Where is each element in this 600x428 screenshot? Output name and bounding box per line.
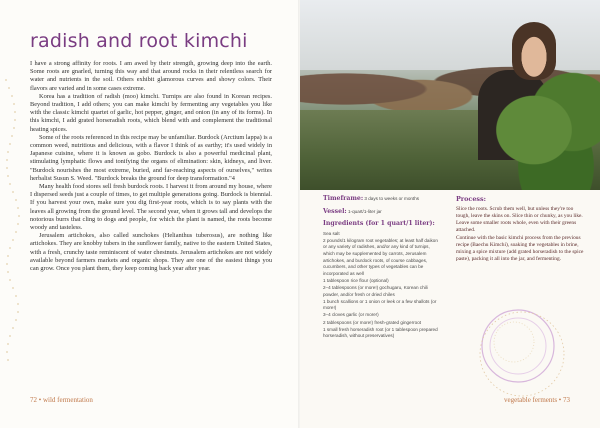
ingredients-heading: Ingredients (for 1 quart/1 liter): <box>323 220 435 228</box>
process-section <box>456 196 584 264</box>
vessel-row <box>323 209 439 216</box>
timeframe-label: Timeframe: <box>323 195 364 202</box>
ingredient-item: 2 tablespoons (or more!) fresh-grated gingerroot <box>323 319 422 325</box>
ingredient-item: 3–4 cloves garlic (or more!) <box>323 312 379 318</box>
decorative-circles-icon <box>470 296 570 406</box>
body-text <box>30 60 272 273</box>
body-paragraph: I have a strong affinity for roots. I am awed by their strength, growing deep into the earth. Some roots are gnarled, turning this way and that around rocks in their relentless search for water and nutrients in the soil. Others exhibit glamorous curves and showy colors. Their flavors are varied and in some cases extreme. <box>30 60 272 92</box>
ingredient-item: Sea salt <box>323 230 340 236</box>
ingredient-item: 2 pounds/1 kilogram root vegetables; at least half daikon or any variety of radishes, and/or any kind of turnips, which may be supplemented by carrots, Jerusalem artichokes, and burdock roots, of course cabbages, cucumbers, and other types of vegetables can be incorporated as well <box>323 237 438 276</box>
ingredient-item: 1 tablespoon rice flour (optional) <box>323 277 389 283</box>
body-paragraph: Korea has a tradition of radish (moo) kimchi. Turnips are also found in Korean recipes. Beyond tradition, I add others; you can make kimchi by fermenting any vegetables you like with the classic kimchi quartet of garlic, hot pepper, ginger, and onion (in any of its forms). In this kimchi, I add grated horseradish roots, which blend with and complement the traditional heating spices. <box>30 92 272 133</box>
photo-radish-leaves <box>490 70 600 190</box>
recipe-title: radish and root kimchi <box>30 30 248 52</box>
body-paragraph: Jerusalem artichokes, also called sunchokes (Helianthus tuberosus), are nothing like artichokes. They are knobby tubers in the sunflower family, native to the eastern United States, with a fresh, crunchy taste reminiscent of water chestnuts. Jerusalem artichokes are not widely available beyond farmers markets and organic shops. They are one of the easiest things you can grow. Once you plant them, they keep coming back year after year. <box>30 232 272 273</box>
page-folio-left: 72 • wild fermentation <box>30 396 93 404</box>
ingredient-item: 2–4 tablespoons (or more!) gochugaru, Korean chili powder, and/or fresh or dried chiles <box>323 285 428 297</box>
ingredient-item: 1 bunch scallions or 1 onion or leek or a few shallots (or more!) <box>323 298 437 311</box>
timeframe-value: 3 days to weeks or months <box>364 196 420 201</box>
process-paragraph: Slice the roots. Scrub them well, but unless they're too tough, leave the skins on. Slice thin or chunky, as you like. Leave some smaller roots whole, even with their greens attached. <box>456 206 583 233</box>
process-heading: Process: <box>456 195 486 203</box>
timeframe-row <box>323 196 439 203</box>
process-paragraph: Continue with the basic kimchi process from the previous recipe (Baechu Kimchi), soaking the vegetables in brine, mixing a spice mixture (add grated horseradish to the spice paste), packing it all into the jar, and fermenting. <box>456 235 584 262</box>
vessel-value: 1-quart/1-liter jar <box>348 208 382 214</box>
harvest-photo <box>300 0 600 190</box>
body-paragraph: Some of the roots referenced in this recipe may be unfamiliar. Burdock (Arctium lappa) is a common weed, nutritious and delicious, with a flavor I think of as earthy; it's used widely in Japanese cuisine, where it is known as gobo. Burdock is also a powerful medicinal plant, stimulating lymphatic flows and tonifying the organs of elimination: skin, kidneys, and liver. "Burdock nourishes the most extreme, buried, and far-reaching aspects of ourselves," writes herbalist Susun S. Weed. "Burdock breaks the ground for deep transformation."4 <box>30 133 272 182</box>
ingredients-list <box>323 231 439 340</box>
body-paragraph: Many health food stores sell fresh burdock roots. I harvest it from around my house, where I dispersed seeds just a couple of times, to get multiple generations going. Burdock is biennial. If you harvest your own, make sure you dig first-year roots, which is to say plants with the leaves all growing from the ground level. The second year, when it grows tall and develops the notorious burrs that cling to dogs and people, for which the plant is named, the roots become woody and tasteless. <box>30 183 272 232</box>
recipe-sidebar <box>323 196 439 340</box>
ingredient-item: 1 small fresh horseradish root (or 1 tablespoon prepared horseradish, without preservatives) <box>323 326 438 339</box>
page-folio-right: vegetable ferments • 73 <box>503 396 570 404</box>
vessel-label: Vessel: <box>323 207 347 215</box>
